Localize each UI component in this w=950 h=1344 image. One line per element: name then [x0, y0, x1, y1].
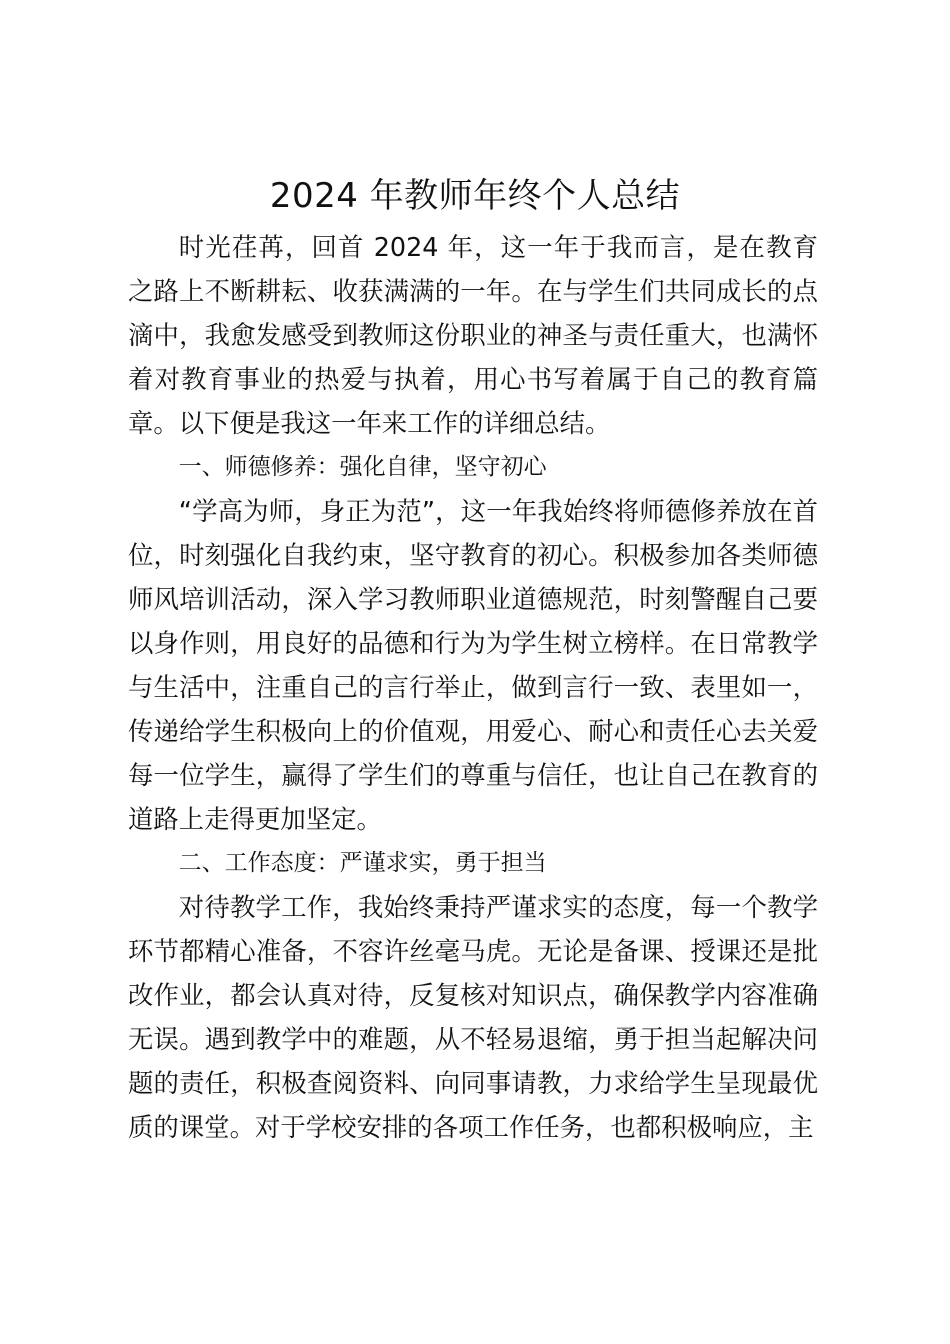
section-paragraph-ethics: “学高为师，身正为范”，这一年我始终将师德修养放在首位，时刻强化自我约束，坚守教育的初心。积极参加各类师德师风培训活动，深入学习教师职业道德规范，时刻警醒自己要以身作则，用良好的品德和行为为学生树立榜样。在日常教学与生活中，注重自己的言行举止，做到言行一致、表里如一，传递给学生积极向上的价值观，用爱心、耐心和责任心去关爱每一位学生，赢得了学生们的尊重与信任，也让自己在教育的道路上走得更加坚定。 [128, 496, 818, 834]
section-heading-ethics: 一、师德修养：强化自律，坚守初心 [178, 454, 547, 480]
section-heading-attitude: 二、工作态度：严谨求实，勇于担当 [178, 850, 547, 876]
intro-paragraph: 时光荏苒，回首 2024 年，这一年于我而言，是在教育之路上不断耕耘、收获满满的一年。在与学生们共同成长的点滴中，我愈发感受到教师这份职业的神圣与责任重大，也满怀着对教育事业的热爱与执着，用心书写着属于自己的教育篇章。以下便是我这一年来工作的详细总结。 [128, 232, 818, 438]
document-title: 2024 年教师年终个人总结 [269, 176, 681, 216]
document-body [128, 225, 818, 1149]
section-paragraph-attitude: 对待教学工作，我始终秉持严谨求实的态度，每一个教学环节都精心准备，不容许丝毫马虎。无论是备课、授课还是批改作业，都会认真对待，反复核对知识点，确保教学内容准确无误。遇到教学中的难题，从不轻易退缩，勇于担当起解决问题的责任，积极查阅资料、向同事请教，力求给学生呈现最优质的课堂。对于学校安排的各项工作任务，也都积极响应，主 [128, 892, 818, 1142]
